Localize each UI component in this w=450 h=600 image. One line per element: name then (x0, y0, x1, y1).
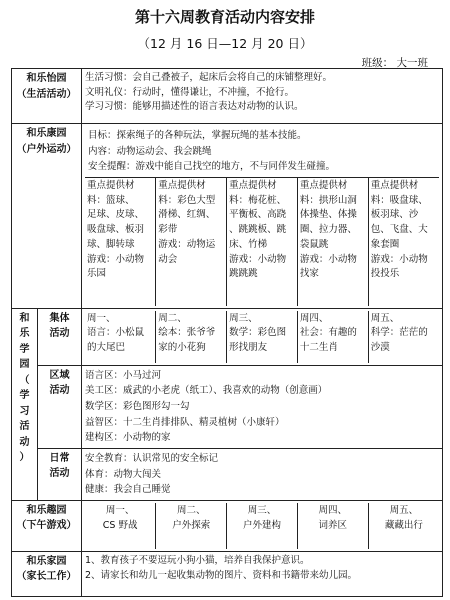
life-item: 学习习惯：能够用描述性的语言表达对动物的认识。 (85, 101, 304, 113)
area-label-line: 区域 (49, 369, 70, 381)
life-label-line-2: （生活活动） (16, 88, 77, 100)
afternoon-content (82, 500, 443, 551)
outdoor-summary (85, 126, 439, 177)
daily-item: 安全教育：认识常见的安全标记 (85, 452, 219, 464)
group-day-4 (297, 311, 368, 363)
group-day-line: 数学：彩色图 (229, 327, 287, 339)
outdoor-day-4 (297, 178, 368, 306)
learning-section-label (12, 308, 38, 500)
group-day-5 (368, 311, 439, 363)
learning-label-char: 习 (19, 405, 30, 417)
outdoor-day-line: 体操垫、体操 (299, 209, 357, 221)
group-day-line: 社会：有趣的 (299, 327, 357, 339)
afternoon-day-4 (297, 503, 368, 549)
outdoor-day-2 (156, 178, 227, 306)
group-day-line: 绘本：张爷爷 (158, 327, 216, 339)
area-item: 建构区：小动物的家 (85, 432, 171, 444)
outdoor-day-line: 滑梯、红绸、 (158, 209, 216, 221)
outdoor-day-line: 圈、拉力器、 (299, 224, 357, 236)
outdoor-day-line: 游戏：动物运 (158, 238, 216, 250)
daily-activity-content (82, 448, 443, 500)
group-day-line: 家的小花狗 (158, 341, 206, 353)
family-row (12, 551, 443, 596)
daily-item: 体育：动物大闯关 (85, 468, 162, 480)
outdoor-day-line: 游戏：小动物 (299, 253, 357, 265)
daily-activity-label (38, 448, 82, 500)
outdoor-day-line: 料：彩色大型 (158, 194, 216, 206)
outdoor-day-line: 游戏：小动物 (370, 253, 428, 265)
life-item: 生活习惯：会自己叠被子，起床后会将自己的床铺整理好。 (85, 72, 333, 83)
afternoon-day-line: 户外探索 (172, 519, 211, 531)
afternoon-day-line: 词养区 (318, 519, 348, 531)
family-label-line: 和乐家园 (26, 555, 67, 567)
family-item: 2、请家长和幼儿一起收集动物的图片、资料和书籍带来幼儿园。 (85, 569, 358, 581)
group-day-line: 语言：小松鼠 (87, 327, 145, 339)
outdoor-row (12, 124, 443, 309)
group-day-line: 的大尾巴 (87, 341, 126, 353)
group-label-line: 集体 (49, 312, 70, 324)
afternoon-label-line: 和乐趣园 (26, 504, 67, 516)
group-day-line: 周四、 (299, 312, 329, 324)
afternoon-grid (85, 503, 439, 549)
outdoor-content (82, 124, 443, 309)
life-row (12, 69, 443, 124)
learning-label-char: 学 (19, 343, 30, 355)
group-day-line: 周一、 (87, 312, 116, 324)
area-item: 语言区：小马过河 (85, 369, 162, 381)
life-label-line-1: 和乐怡园 (26, 73, 67, 84)
learning-label-char: 和 (19, 312, 30, 324)
outdoor-day-line: 重点提供材 (158, 180, 206, 192)
outdoor-day-line: 床、竹梯 (229, 238, 268, 250)
learning-label-char: ） (19, 452, 30, 464)
area-label-line: 活动 (49, 385, 70, 397)
outdoor-label-line-2: （户外运动） (16, 143, 77, 155)
learning-label-char: 园 (19, 359, 30, 371)
area-item: 美工区：威武的小老虎（纸工）、我喜欢的动物（创意画） (85, 385, 328, 397)
daily-item: 健康：我会自己睡觉 (85, 484, 171, 496)
outdoor-day-line: 找家 (299, 268, 319, 280)
schedule-table (11, 68, 443, 597)
family-label-line: （家长工作） (16, 571, 77, 583)
group-activity-label (38, 308, 82, 365)
outdoor-day-1 (85, 178, 156, 306)
afternoon-day-line: 周一、 (105, 504, 135, 516)
group-day-3 (227, 311, 298, 363)
outdoor-day-line: 、跳跳板、跳 (229, 224, 287, 236)
outdoor-day-line: 足球、皮球、 (87, 209, 145, 221)
group-day-line: 周五、 (370, 312, 400, 324)
outdoor-day-line: 包、飞盘、大 (370, 224, 428, 236)
outdoor-day-line: 料：吸盘球、 (370, 194, 428, 206)
outdoor-day-line: 重点提供材 (370, 180, 419, 192)
group-day-line: 周二、 (158, 312, 187, 324)
group-day-line: 周三、 (229, 312, 258, 324)
outdoor-day-line: 重点提供材 (299, 180, 348, 192)
afternoon-day-line: 周二、 (176, 504, 206, 516)
life-item: 文明礼仪：行动时，懂得谦让，不冲撞，不抢行。 (85, 86, 295, 98)
outdoor-daily-grid (85, 177, 439, 306)
class-label: 班级： 大一班 (361, 57, 428, 69)
area-item: 益智区：十二生肖排排队、精灵植树（小康轩） (85, 416, 285, 428)
afternoon-day-line: 户外建构 (242, 519, 281, 531)
afternoon-day-3 (227, 503, 298, 549)
family-section-label (12, 551, 82, 596)
area-activity-row (12, 365, 443, 448)
outdoor-day-line: 料：拱形山洞 (299, 194, 357, 206)
afternoon-section-label (12, 500, 82, 551)
outdoor-day-line: 彩带 (158, 224, 178, 236)
outdoor-day-5 (368, 178, 439, 306)
life-section-label (12, 69, 82, 124)
learning-label-char: （ (19, 374, 30, 386)
family-content (82, 551, 443, 596)
afternoon-day-2 (156, 503, 227, 549)
afternoon-day-line: 藏藏出行 (384, 519, 423, 531)
group-activity-grid (85, 311, 439, 363)
group-activity-content (82, 308, 443, 365)
afternoon-day-line: 周五、 (389, 504, 419, 516)
outdoor-safety: 安全提醒：游戏中能自己找空的地方，不与同伴发生碰撞。 (88, 161, 336, 173)
outdoor-day-line: 投投乐 (370, 268, 400, 280)
outdoor-goal: 目标：探索绳子的各种玩法，掌握玩绳的基本技能。 (88, 130, 307, 141)
outdoor-day-line: 动会 (158, 253, 178, 265)
afternoon-day-5 (368, 503, 439, 549)
learning-label-char: 乐 (19, 328, 30, 340)
life-content (82, 69, 443, 124)
outdoor-day-line: 重点提供材 (229, 180, 277, 192)
outdoor-day-line: 跳跳跳 (229, 268, 258, 280)
outdoor-label-line-1: 和乐康园 (26, 128, 67, 139)
learning-label-char: 动 (19, 436, 30, 448)
outdoor-day-line: 料：篮球、 (87, 194, 135, 206)
learning-label-char: 活 (19, 421, 30, 433)
afternoon-day-line: 周三、 (247, 504, 277, 516)
area-item: 数学区：彩色图形勾一勾 (85, 400, 190, 412)
group-label-line: 活动 (49, 328, 70, 340)
outdoor-day-line: 游戏：小动物 (229, 253, 287, 265)
area-activity-content (82, 365, 443, 448)
family-item: 1、教育孩子不要逗玩小狗小猫，培养自我保护意识。 (85, 554, 310, 566)
date-range: （12 月 16 日—12 月 20 日） (137, 36, 313, 51)
learning-label-char: 学 (19, 390, 30, 402)
outdoor-day-3 (227, 178, 298, 306)
daily-label-line: 活动 (49, 468, 70, 480)
afternoon-day-line: CS 野战 (102, 519, 138, 531)
group-activity-row (12, 308, 443, 365)
outdoor-content-line: 内容：动物运动会、我会跳绳 (88, 145, 212, 157)
outdoor-day-line: 游戏：小动物 (87, 253, 145, 265)
daily-activity-row (12, 448, 443, 500)
group-day-1 (85, 311, 156, 363)
group-day-line: 沙漠 (370, 341, 390, 353)
afternoon-label-line: （下午游戏） (16, 520, 77, 532)
afternoon-row (12, 500, 443, 551)
outdoor-day-line: 球、脚转球 (87, 238, 135, 250)
group-day-line: 形找朋友 (229, 341, 268, 353)
daily-label-line: 日常 (49, 452, 70, 464)
outdoor-day-line: 平衡板、高跷 (229, 209, 287, 221)
afternoon-day-1 (85, 503, 156, 549)
page-title: 第十六周教育活动内容安排 (134, 8, 315, 26)
outdoor-day-line: 重点提供材 (87, 180, 135, 192)
outdoor-section-label (12, 124, 82, 309)
group-day-line: 十二生肖 (299, 341, 338, 353)
group-day-line: 科学：茫茫的 (370, 327, 428, 339)
outdoor-day-line: 板羽球、沙 (370, 209, 419, 221)
outdoor-day-line: 乐园 (87, 268, 107, 280)
afternoon-day-line: 周四、 (318, 504, 348, 516)
outdoor-day-line: 象套圈 (370, 238, 400, 250)
area-activity-label (38, 365, 82, 448)
group-day-2 (156, 311, 227, 363)
outdoor-day-line: 料：梅花桩、 (229, 194, 287, 206)
outdoor-day-line: 袋鼠跳 (299, 238, 329, 250)
outdoor-day-line: 吸盘球、板羽 (87, 224, 145, 236)
